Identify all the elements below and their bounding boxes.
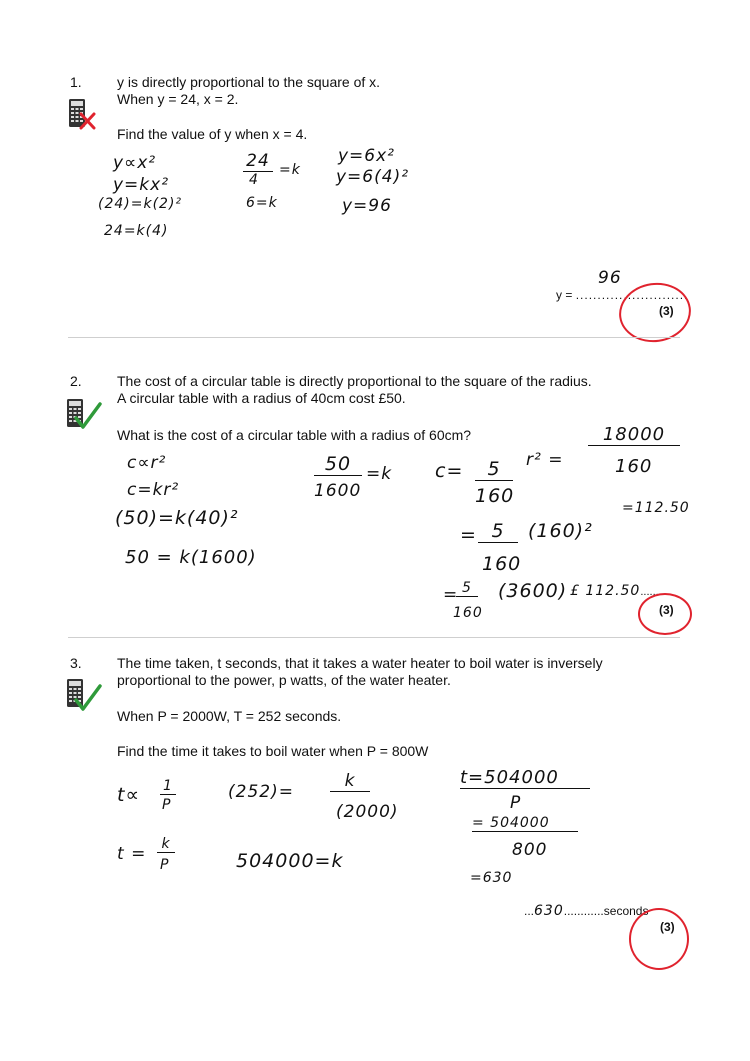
q1-answer-prefix: y = [556,288,576,302]
q2-work-a3: (50)=k(40)² [115,507,239,529]
q3-answer-line: ...630............seconds [524,903,649,919]
question-3-line-2: proportional to the power, p watts, of the water heater. [117,672,451,688]
question-1-text [117,74,380,108]
q1-work-b-numerator: 24 [243,151,273,172]
q3-work-b1: (252)= [228,782,294,802]
q2-work-f-numerator: 5 [456,580,478,597]
question-3-task: Find the time it takes to boil water when P = 800W [117,743,429,759]
q3-work-a1-numerator: 1 [160,778,176,795]
q1-work-c2: y=6(4)² [336,167,410,187]
q3-work-b1-numerator: k [330,771,370,792]
q3-answer-unit: seconds [603,904,649,918]
q3-work-a2-denominator: P [160,857,170,873]
q3-work-e: =630 [470,870,513,886]
q2-work-c-numerator: 5 [475,458,513,481]
q3-work-c-numerator: t=504000 [460,767,590,789]
q2-work-b-numerator: 50 [314,453,362,476]
question-2-number: 2. [70,373,82,389]
q1-work-b-k: =k [279,162,301,178]
q2-work-b-denominator: 1600 [314,481,362,501]
q1-work-a2: y=kx² [113,175,170,195]
q2-work-e-paren: (160)² [528,520,593,542]
q3-marks-circle [629,908,689,970]
calculator-cross-icon [68,98,100,132]
q3-work-a2: t = [117,844,147,864]
q2-work-d-denominator: 160 [615,456,653,477]
q1-work-b3: 6=k [246,195,278,211]
question-3-text [117,655,603,689]
question-1-task: Find the value of y when x = 4. [117,126,308,142]
q1-answer-line: y = .......................... [556,288,689,302]
q1-answer-value: 96 [598,268,622,288]
q2-work-e-numerator: 5 [478,520,518,543]
question-2-line-2: A circular table with a radius of 40cm cost £50. [117,390,406,406]
q3-answer-value: 630 [534,903,564,919]
q1-work-c3: y=96 [342,196,392,216]
divider-2 [68,637,680,638]
q2-work-f-eq: = [443,585,459,605]
q2-work-a1: c∝r² [127,453,167,473]
q2-work-f-paren: (3600) [498,580,568,602]
q2-work-f-denominator: 160 [453,605,483,621]
q1-work-b-denominator: 4 [249,172,259,188]
q1-work-a1: y∝x² [113,153,157,173]
question-3-number: 3. [70,655,82,671]
q3-work-a2-numerator: k [157,836,175,853]
question-2-line-1: The cost of a circular table is directly proportional to the square of the radius. [117,373,592,389]
q2-work-e-result: =112.50 [622,500,690,516]
q3-work-a1: t∝ [117,784,141,806]
divider-1 [68,337,680,338]
q2-work-a4: 50 = k(1600) [125,547,257,568]
question-1-number: 1. [70,74,82,90]
q2-work-e-eq: = [460,524,477,546]
question-1-line-2: When y = 24, x = 2. [117,91,239,107]
q2-work-b-k: =k [366,464,393,484]
question-3-line-1: The time taken, t seconds, that it takes a water heater to boil water is inversely [117,655,603,671]
q2-work-c-denominator: 160 [475,485,515,507]
q1-work-a3: (24)=k(2)² [98,196,183,212]
calculator-tick-icon [66,398,102,432]
question-3-given: When P = 2000W, T = 252 seconds. [117,708,342,724]
q3-work-a1-denominator: P [162,797,172,813]
q3-work-b2: 504000=k [236,850,344,872]
q2-answer-line: £ 112.50...... [570,583,659,599]
q2-work-d-numerator: 18000 [588,424,680,446]
q1-marks: (3) [659,304,674,318]
q2-work-e-denominator: 160 [482,553,522,575]
q2-marks: (3) [659,603,674,617]
q1-work-a4: 24=k(4) [104,223,169,239]
question-2-text [117,373,592,407]
q2-work-a2: c=kr² [127,480,180,500]
question-2-task: What is the cost of a circular table with a radius of 60cm? [117,427,472,443]
q2-work-c-r2: r² = [526,450,564,470]
q3-work-c-denominator: P [510,793,522,813]
q3-work-d-numerator: = 504000 [472,815,578,832]
q2-answer-value: £ 112.50 [570,583,641,599]
q3-marks: (3) [660,920,675,934]
q3-work-d-denominator: 800 [512,840,548,860]
q3-work-b1-denominator: (2000) [336,802,399,822]
q2-work-c-left: c= [435,460,464,482]
q2-marks-circle [638,593,692,635]
calculator-tick-icon [66,678,102,714]
q1-work-c1: y=6x² [338,146,395,166]
question-1-line-1: y is directly proportional to the square of x. [117,74,381,90]
